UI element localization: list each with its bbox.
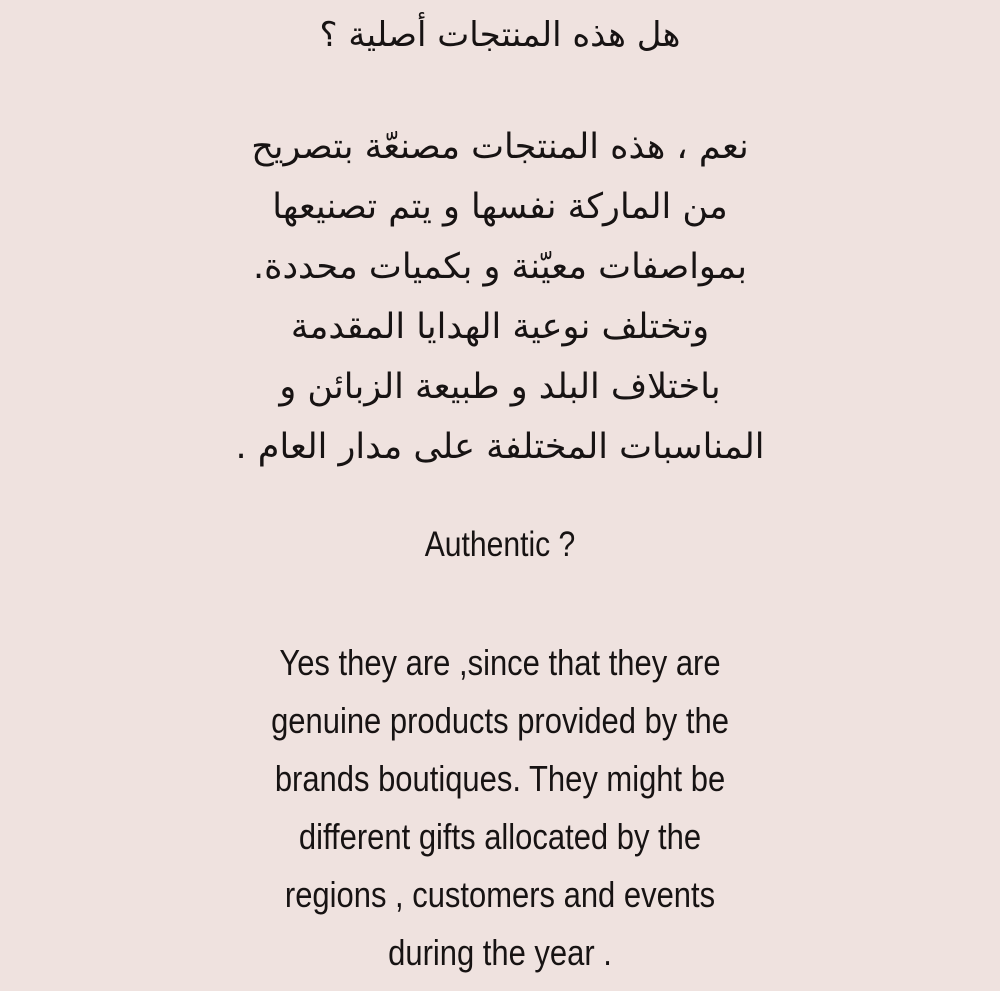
english-answer-line-2: genuine products provided by the <box>271 700 729 741</box>
english-answer-line-4: different gifts allocated by the <box>298 816 702 857</box>
arabic-answer-line-6: المناسبات المختلفة على مدار العام . <box>235 427 765 467</box>
arabic-answer-line-1: نعم ، هذه المنتجات مصنعّة بتصريح <box>251 127 749 167</box>
english-answer-line-5: regions , customers and events <box>284 874 716 915</box>
english-answer-line-3: brands boutiques. They might be <box>274 758 726 799</box>
arabic-answer-line-4: وتختلف نوعية الهدايا المقدمة <box>290 307 710 347</box>
arabic-answer-line-5: باختلاف البلد و طبيعة الزبائن و <box>279 367 721 407</box>
english-answer-line-6: during the year . <box>388 932 612 973</box>
arabic-question-heading: هل هذه المنتجات أصلية ؟ <box>319 15 681 55</box>
arabic-answer-line-3: بمواصفات معيّنة و بكميات محددة. <box>253 247 747 287</box>
arabic-answer-line-2: من الماركة نفسها و يتم تصنيعها <box>272 187 728 227</box>
english-question-heading: Authentic ? <box>424 525 576 564</box>
english-answer-line-1: Yes they are ,since that they are <box>279 642 721 683</box>
